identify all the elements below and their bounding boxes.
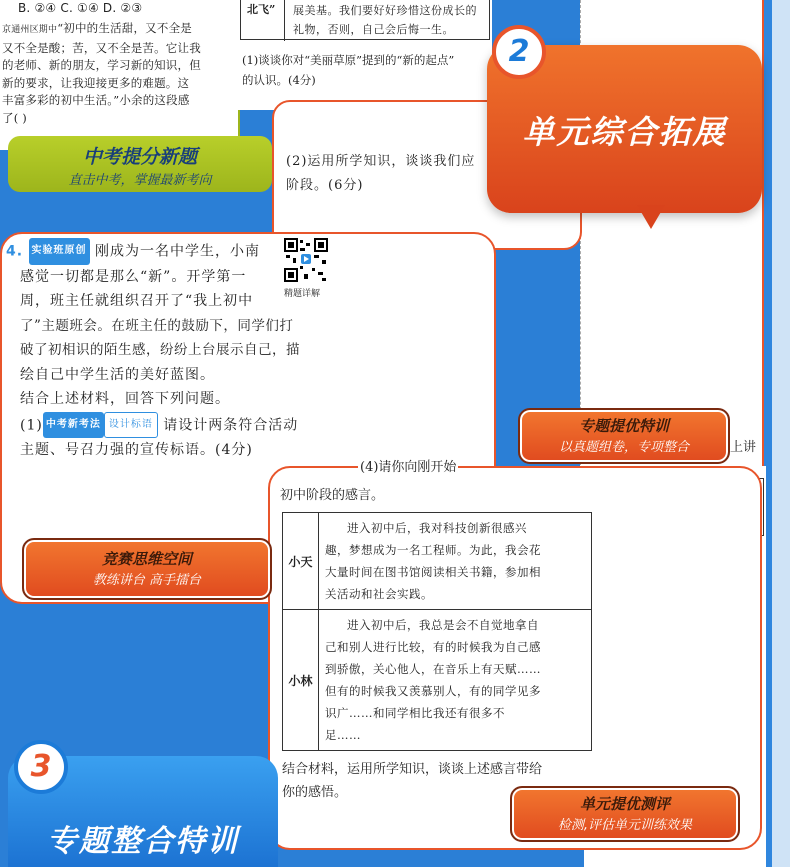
table-row [283,610,592,751]
question-text: (4)请你向刚开始 [358,456,458,475]
text-line: 趣，梦想成为一名工程师。为此，我会花 [325,543,541,557]
contest-subtitle: 教练讲台 高手擂台 [92,573,202,588]
text-line: 的老师、新的朋友，学习新的知识，但 [2,58,201,72]
special-subtitle: 以真题组卷，专项整合 [558,440,689,455]
text-line: 结合上述材料，回答下列问题。 [20,391,230,407]
text-line: 又不全是酸；苦，又不全是苦。它让我 [2,40,201,55]
text-line: 但有的时候我又羡慕别人，有的同学见多 [325,684,541,698]
contest-title: 竞赛思维空间 [101,550,192,568]
speaker-name: 小天 [283,513,319,610]
question-text: 初中阶段的感言。 [280,488,385,503]
right-light-strip [772,0,790,867]
text-line: 进入初中后，我总是会不自觉地拿自 [347,618,539,632]
contest-badge[interactable] [22,538,272,600]
test-title: 单元提优测评 [579,795,670,813]
text-line: 足…… [325,728,361,742]
top-left-page [0,0,240,150]
text-line: 丰富多彩的初中生活。”小余的这段感 [2,93,190,107]
text-line: 周，班主任就组织召开了“我上初中 [20,293,254,309]
table-row [283,513,592,610]
question-text: 结合材料，运用所学知识，谈谈上述感言带给 [282,762,543,777]
question-text: 你的感悟。 [282,785,348,800]
speaker-name: 小林 [283,610,319,751]
sub-question-number: (1) [20,416,43,433]
unit-badge[interactable] [487,34,762,215]
text-line: 了( ) [2,110,27,125]
question-text: (2)运用所学知识，谈谈我们应 [286,154,476,169]
unit-test-badge[interactable] [510,786,740,842]
test-subtitle: 检测,评估单元训练效果 [557,818,693,833]
special-training-badge[interactable] [518,408,730,464]
new-method-tag: 中考新考法 [43,412,104,439]
text-line: 了”主题班会。在班主任的鼓励下，同学们打 [20,317,294,334]
topic-number: 3 [14,740,68,794]
question-number: 4. [6,243,24,260]
text-line: 绘自己中学生活的美好蓝图。 [20,366,215,383]
table-label: 北飞” [241,0,285,41]
special-title: 专题提优特训 [578,417,669,435]
topic-badge[interactable] [8,749,278,867]
slogan-tag: 设计标语 [104,412,158,439]
unit-title: 单元综合拓展 [522,113,727,151]
experiment-tag: 实验班原创 [29,238,90,265]
source-tag: 京通州区期中 [2,25,58,35]
zhongkao-subtitle: 直击中考，掌握最新考向 [68,173,212,188]
qr-code[interactable] [284,238,328,282]
question-text: 的认识。(4分) [242,73,316,87]
text-fragment: 上讲 [730,440,757,455]
text-line: 己和别人进行比较，有的时候我为自己感 [325,640,541,654]
question-text: 阶段。(6分) [286,178,364,193]
text-line: 礼物，否则，自己会后悔一生。 [293,23,454,36]
text-line: 大量时间在图书馆阅读相关书籍，参加相 [325,565,541,579]
text-line: 展美基。我们要好好珍惜这份成长的 [293,4,477,17]
options-line: B. ②④ C. ①④ D. ②③ [18,1,143,15]
text-line: 关活动和社会实践。 [325,587,433,601]
top-center-page [232,0,492,110]
text-line: 感觉一切都是那么“新”。开学第一 [20,268,247,285]
quote-table [282,512,592,751]
zhongkao-title: 中考提分新题 [82,146,197,168]
text-line: 刚成为一名中学生，小南 [94,243,260,260]
text-line: 请设计两条符合活动 [163,416,299,433]
text-line: 识广……和同学相比我还有很多不 [325,706,505,720]
text-line: 破了初相识的陌生感，纷纷上台展示自己，描 [20,342,300,358]
unit-number: 2 [492,25,546,79]
text-line: 进入初中后，我对科技创新很感兴 [347,521,527,535]
zhongkao-badge[interactable] [8,136,272,192]
text-line: 新的要求，让我迎接更多的难题。这 [2,75,190,90]
text-line: “初中的生活甜，又不全是 [57,21,192,35]
text-line: 主题、号召力强的宣传标语。(4分) [20,442,253,458]
topic-title: 专题整合特训 [47,824,239,859]
text-line: 到骄傲，关心他人，在音乐上有天赋…… [325,662,541,676]
question-text: (1)谈谈你对“美丽草原”提到的“新的起点” [242,53,455,67]
qr-label: 精题详解 [284,289,321,299]
